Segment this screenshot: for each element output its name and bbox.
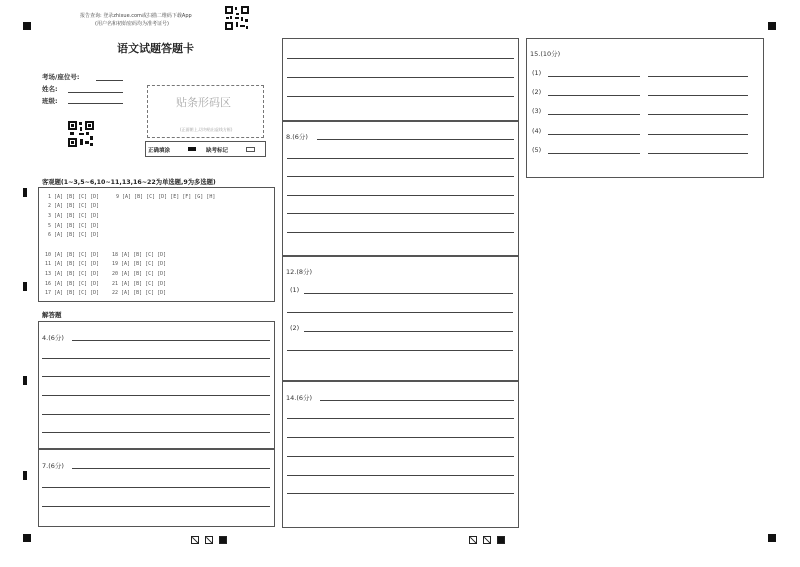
answer-line[interactable] [648, 153, 748, 154]
answer-line[interactable] [304, 293, 513, 294]
answer-row[interactable]: 16 [A] [B] [C] [D] [45, 281, 100, 287]
side-mark [23, 282, 27, 291]
answer-row[interactable]: 3 [A] [B] [C] [D] [48, 213, 100, 219]
answer-line[interactable] [548, 76, 640, 77]
answer-row[interactable]: 22 [A] [B] [C] [D] [112, 290, 167, 296]
answer-line[interactable] [42, 414, 270, 415]
answer-row[interactable]: 5 [A] [B] [C] [D] [48, 223, 100, 229]
question-label-q8: 8.(6分) [286, 133, 308, 141]
question-label-q12: 12.(8分) [286, 268, 313, 276]
qr-code-icon [67, 120, 95, 148]
corner-mark-bottom-left [23, 534, 31, 542]
answer-line[interactable] [72, 340, 270, 341]
answer-line[interactable] [287, 437, 514, 438]
corner-mark-top-left [23, 22, 31, 30]
answer-row[interactable]: 17 [A] [B] [C] [D] [45, 290, 100, 296]
side-mark [23, 471, 27, 480]
answer-line[interactable] [42, 432, 270, 433]
barcode-note: (正面朝上,切勿贴出虚线方框) [180, 127, 233, 132]
absent-mark-label: 缺考标记 [206, 148, 229, 154]
answer-box-q7 [38, 449, 275, 527]
answer-row[interactable]: 19 [A] [B] [C] [D] [112, 261, 167, 267]
answer-line[interactable] [548, 153, 640, 154]
answer-line[interactable] [287, 96, 514, 97]
answer-row[interactable]: 21 [A] [B] [C] [D] [112, 281, 167, 287]
name-field[interactable] [68, 92, 123, 93]
answer-line[interactable] [304, 331, 513, 332]
absent-mark-checkbox[interactable] [246, 147, 255, 152]
answer-box-q15 [526, 38, 764, 178]
page-mark-icon [191, 536, 199, 544]
report-notice: 报告查询: 登录zhixue.com或扫描二维码下载App [80, 13, 192, 19]
answer-line[interactable] [287, 232, 514, 233]
answer-line[interactable] [287, 456, 514, 457]
question-label-q4: 4.(6分) [42, 334, 64, 342]
answer-line[interactable] [548, 134, 640, 135]
correct-fill-sample [188, 147, 196, 151]
answer-line[interactable] [287, 312, 513, 313]
page-mark-icon [205, 536, 213, 544]
sub-question-label: (4) [532, 127, 542, 135]
answer-row[interactable]: 1 [A] [B] [C] [D] [48, 194, 100, 200]
answer-line[interactable] [287, 493, 514, 494]
answer-line[interactable] [648, 95, 748, 96]
answer-line[interactable] [317, 139, 514, 140]
answer-line[interactable] [648, 134, 748, 135]
answer-line[interactable] [42, 506, 270, 507]
question-label-q15: 15.(10分) [530, 50, 561, 58]
page-mark-icon [469, 536, 477, 544]
name-label: 姓名: [42, 85, 58, 93]
answer-line[interactable] [287, 77, 514, 78]
answer-line[interactable] [548, 95, 640, 96]
answer-line[interactable] [72, 468, 270, 469]
class-label: 班级: [42, 97, 58, 105]
sub-question-label: (1) [532, 69, 542, 77]
answer-line[interactable] [287, 195, 514, 196]
answer-box-q14 [282, 381, 519, 528]
answer-row[interactable]: 6 [A] [B] [C] [D] [48, 232, 100, 238]
page-mark-icon [497, 536, 505, 544]
answer-row-multi[interactable]: 9 [A] [B] [C] [D] [E] [F] [G] [H] [116, 194, 216, 200]
answer-row[interactable]: 20 [A] [B] [C] [D] [112, 271, 167, 277]
question-label-q7: 7.(6分) [42, 462, 64, 470]
answer-row[interactable]: 11 [A] [B] [C] [D] [45, 261, 100, 267]
exam-seat-label: 考场/座位号: [42, 73, 80, 81]
answer-line[interactable] [287, 418, 514, 419]
page-mark-icon [483, 536, 491, 544]
answer-line[interactable] [287, 213, 514, 214]
correct-fill-label: 正确填涂 [148, 148, 171, 154]
answer-line[interactable] [287, 158, 514, 159]
answer-row[interactable]: 18 [A] [B] [C] [D] [112, 252, 167, 258]
corner-mark-bottom-right [768, 534, 776, 542]
answer-line[interactable] [287, 350, 513, 351]
qr-code-icon [224, 5, 250, 31]
answer-line[interactable] [287, 58, 514, 59]
sub-question-label: (3) [532, 107, 542, 115]
page-title: 语文试题答题卡 [117, 42, 194, 55]
page-mark-icon [219, 536, 227, 544]
answer-line[interactable] [42, 395, 270, 396]
question-label-q14: 14.(6分) [286, 394, 313, 402]
corner-mark-top-right [768, 22, 776, 30]
exam-seat-field[interactable] [96, 80, 123, 81]
side-mark [23, 376, 27, 385]
sub-question-label: (1) [290, 286, 300, 294]
answer-line[interactable] [320, 400, 514, 401]
answer-line[interactable] [42, 376, 270, 377]
answer-line[interactable] [42, 358, 270, 359]
sub-question-label: (2) [532, 88, 542, 96]
answer-row[interactable]: 13 [A] [B] [C] [D] [45, 271, 100, 277]
answer-line[interactable] [648, 76, 748, 77]
answer-line[interactable] [42, 487, 270, 488]
answer-line[interactable] [287, 176, 514, 177]
side-mark [23, 188, 27, 197]
subjective-title: 解答题 [42, 311, 62, 319]
answer-line[interactable] [648, 114, 748, 115]
answer-line[interactable] [287, 475, 514, 476]
report-notice-sub: (用户名和初始密码均为准考证号) [95, 21, 169, 27]
answer-box-q8 [282, 121, 519, 256]
sub-question-label: (5) [532, 146, 542, 154]
class-field[interactable] [68, 103, 123, 104]
answer-row[interactable]: 10 [A] [B] [C] [D] [45, 252, 100, 258]
answer-box-continued [282, 38, 519, 121]
objective-title: 客观题(1~3,5~6,10~11,13,16~22为单选题,9为多选题) [42, 179, 216, 186]
answer-line[interactable] [548, 114, 640, 115]
sub-question-label: (2) [290, 324, 300, 332]
answer-box-q12 [282, 256, 519, 381]
answer-row[interactable]: 2 [A] [B] [C] [D] [48, 203, 100, 209]
barcode-title: 贴条形码区 [176, 96, 231, 109]
